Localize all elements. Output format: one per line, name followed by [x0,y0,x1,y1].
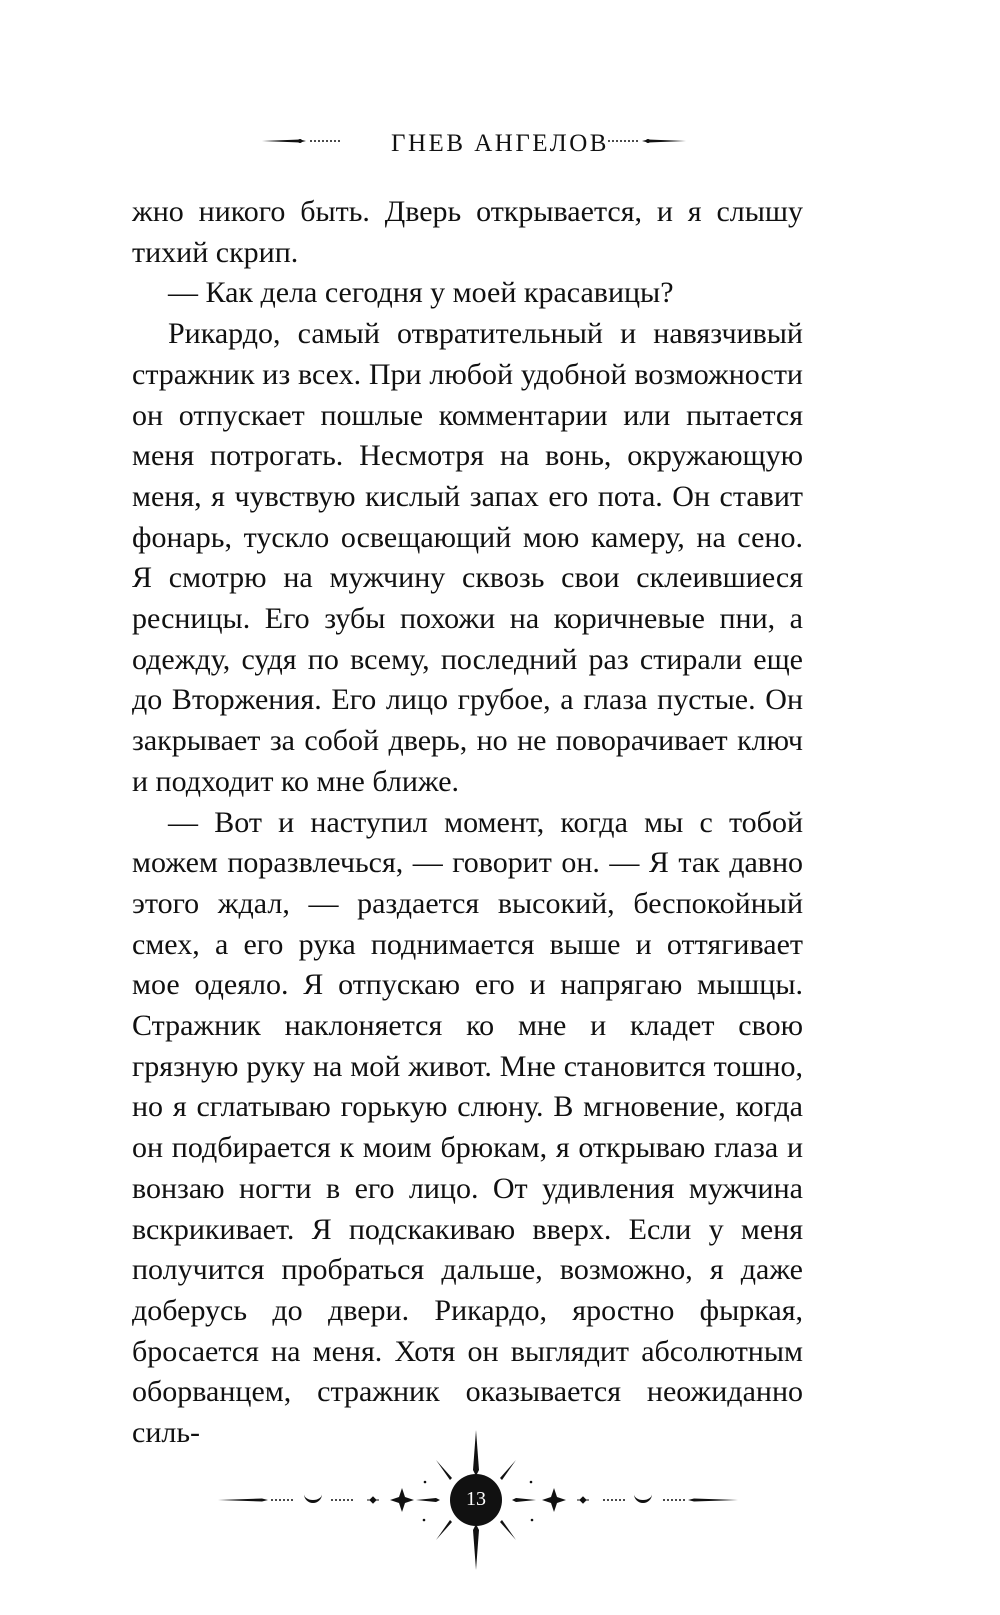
four-point-star-icon [542,1488,566,1512]
page-text [132,192,803,1454]
paragraph: — Как дела сегодня у моей красавицы? [168,276,674,310]
small-star-icon [577,1497,589,1503]
paragraph: Рикардо, самый отвратительный и навязчивый стражник из всех. При любой удобной возможности он отпускает пошлые комментарии или пытается меня потрогать. Несмотря на вонь, окружающую меня, я чувствую кислый запах его пота. Он ставит фонарь, тускло освещающий мою камеру, на сено. Я смотрю на мужчину сквозь свои склеившиеся ресницы. Его зубы похожи на коричневые пни, а одежду, судя по всему, последний раз стирали еще до Вторжения. Его лицо грубое, а глаза пустые. Он закрывает за собой дверь, но не поворачивает ключ и подходит ко мне ближе. [132,317,803,798]
running-header [0,126,1000,166]
paragraph: жно никого быть. Дверь открывается, и я слышу тихий скрип. [132,195,803,269]
crescent-moon-icon [304,1494,322,1503]
page-footer [0,1430,1000,1570]
crescent-moon-icon [634,1494,652,1503]
running-title: ГНЕВ АНГЕЛОВ [391,130,609,157]
paragraph: — Вот и наступил момент, когда мы с тобой можем поразвлечься, — говорит он. — Я так давно этого ждал, — раздается высокий, беспокойный смех, а его рука поднимается выше и оттягивает мое одеяло. Я отпускаю его и напрягаю мышцы. Стражник наклоняется ко мне и кладет свою грязную руку на мой живот. Мне становится тошно, но я сглатываю горькую слюну. В мгновение, когда он подбирается к моим брюкам, я открываю глаза и вонзаю ногти в его лицо. От удивления мужчина вскрикивает. Я подскакиваю вверх. Если у меня получится пробраться дальше, возможно, я даже доберусь до двери. Рикардо, яростно фыркая, бросается на меня. Хотя он выглядит абсолютным оборванцем, стражник оказывается неожиданно силь- [132,805,803,1450]
four-point-star-icon [390,1488,414,1512]
small-star-icon [367,1497,379,1503]
footer-right-line [688,1499,738,1502]
footer-left-line [218,1499,268,1502]
page-number: 13 [466,1488,486,1510]
